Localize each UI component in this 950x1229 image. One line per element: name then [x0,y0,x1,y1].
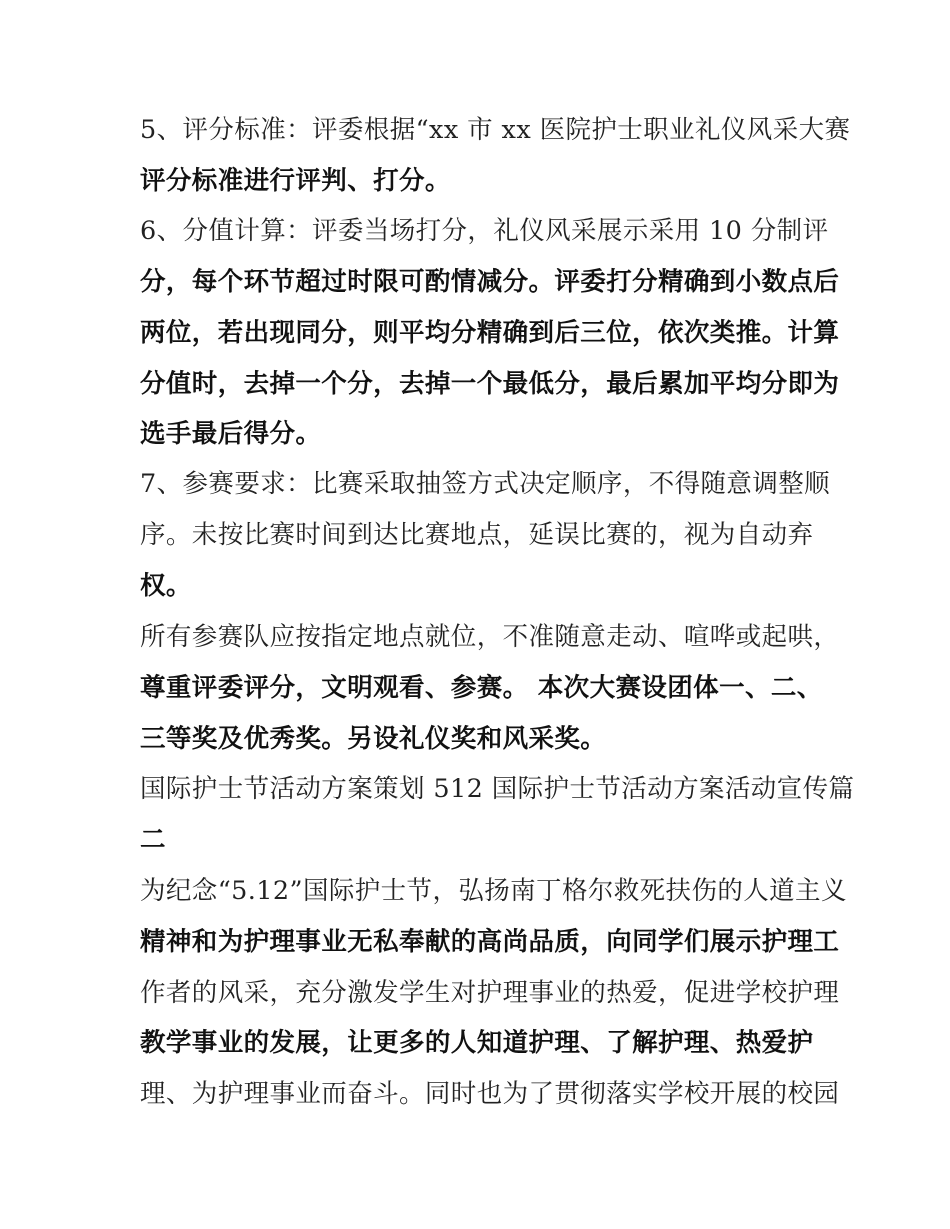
text-line: 理、为护理事业而奋斗。同时也为了贯彻落实学校开展的校园 [140,1079,840,1109]
text-line: 为纪念“5.12”国际护士节，弘扬南丁格尔救死扶伤的人道主义 [140,876,847,906]
text-line: 教学事业的发展，让更多的人知道护理、了解护理、热爱护 [140,1028,814,1058]
text-line: 选手最后得分。 [140,419,322,449]
text-line: 权。 [140,571,192,601]
text-line: 分，每个环节超过时限可酌情减分。评委打分精确到小数点后 [140,267,840,297]
text-line: 所有参赛队应按指定地点就位，不准随意走动、喧哗或起哄， [140,622,840,652]
text-line: 6、分值计算：评委当场打分，礼仪风采展示采用 10 分制评 [140,216,829,246]
text-line: 5、评分标准：评委根据“xx 市 xx 医院护士职业礼仪风采大赛 [140,115,851,145]
text-line: 尊重评委评分，文明观看、参赛。 本次大赛设团体一、二、 [140,673,823,703]
text-line: 国际护士节活动方案策划 512 国际护士节活动方案活动宣传篇 [140,774,855,804]
text-line: 精神和为护理事业无私奉献的高尚品质，向同学们展示护理工 [140,927,840,957]
text-line: 7、参赛要求：比赛采取抽签方式决定顺序，不得随意调整顺 [140,469,831,499]
text-line: 作者的风采，充分激发学生对护理事业的热爱，促进学校护理 [140,978,840,1008]
text-line: 评分标准进行评判、打分。 [140,166,451,196]
text-line: 二 [140,825,166,855]
text-line: 分值时，去掉一个分，去掉一个最低分，最后累加平均分即为 [140,369,840,399]
text-line: 序。未按比赛时间到达比赛地点，延误比赛的，视为自动弃 [140,520,814,550]
text-line: 两位，若出现同分，则平均分精确到后三位，依次类推。计算 [140,318,840,348]
text-line: 三等奖及优秀奖。另设礼仪奖和风采奖。 [140,724,607,754]
